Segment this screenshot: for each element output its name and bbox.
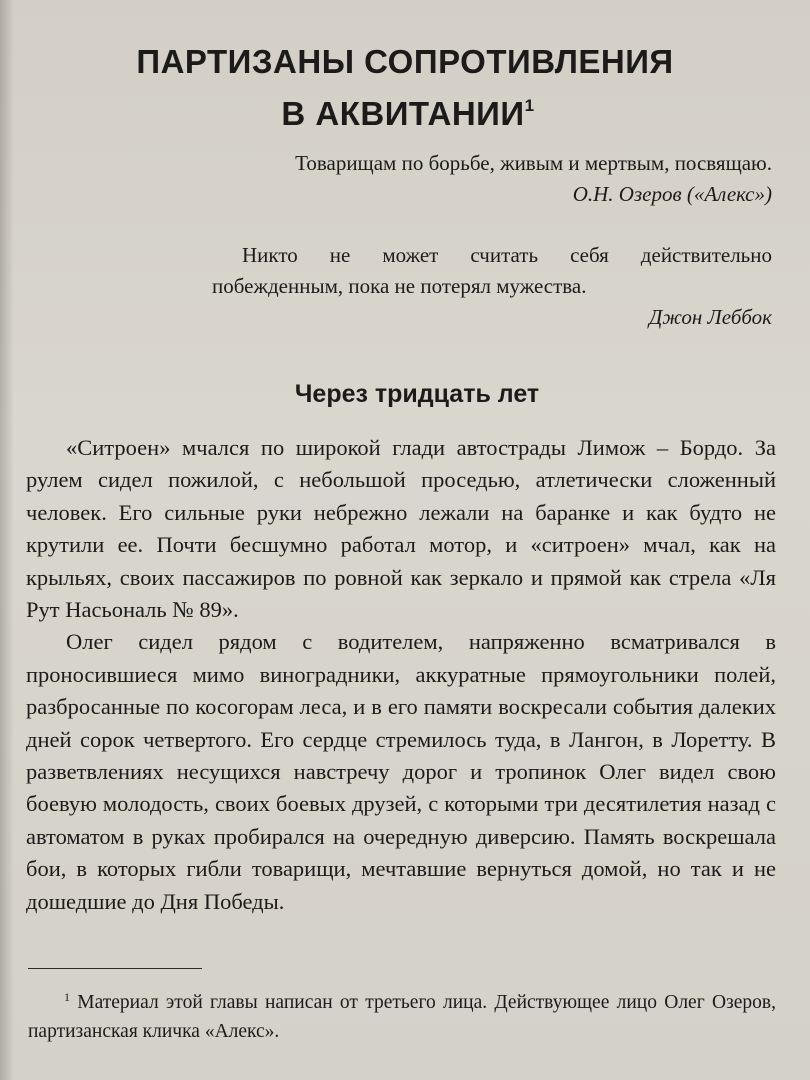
footnote-text: Материал этой главы написан от третьего лица. Действующее лицо Олег Озеров, партизанская кличка «Алекс». [28, 992, 776, 1042]
title-line-2 [0, 84, 810, 136]
title-line-2-text: В АКВИТАНИИ [281, 95, 525, 132]
body-text [26, 432, 776, 918]
page-title [0, 40, 810, 136]
title-footnote-marker: 1 [524, 96, 535, 115]
title-line-1: ПАРТИЗАНЫ СОПРОТИВЛЕНИЯ [136, 43, 674, 80]
page-shadow [0, 0, 14, 1080]
chapter-title: Через тридцать лет [294, 380, 540, 408]
epigraph-1 [232, 148, 772, 210]
footnote [28, 983, 776, 1046]
epigraph-2-text: Никто не может считать себя действительно побежденным, пока не потерял мужества. [212, 243, 772, 298]
epigraph-2-author: Джон Леббок [649, 305, 772, 329]
footnote-divider [28, 968, 202, 969]
footnote-marker: 1 [64, 990, 70, 1004]
epigraph-1-text: Товарищам по борьбе, живым и мертвым, посвящаю. [295, 151, 772, 175]
paragraph-1: «Ситроен» мчался по широкой глади автострады Лимож – Бордо. За рулем сидел пожилой, с небольшой проседью, атлетически сложенный человек. Его сильные руки небрежно лежали на баранке и как будто не крутили ее. Почти бесшумно работал мотор, и «ситроен» мчал, как на крыльях, своих пассажиров по ровной как зеркало и прямой как стрела «Ля Рут Насьональ № 89». [26, 435, 776, 623]
epigraph-2 [212, 240, 772, 333]
epigraph-1-author: О.Н. Озеров («Алекс») [572, 182, 772, 206]
paragraph-2: Олег сидел рядом с водителем, напряженно всматривался в проносившиеся мимо виноградники, аккуратные прямоугольники полей, разбросанные по косогорам леса, и в его памяти воскресали события далеких дней сорок четвертого. Его сердце стремилось туда, в Лангон, в Лоретту. В разветвлениях несущихся навстречу дорог и тропинок Олег видел свою боевую молодость, своих боевых друзей, с которыми три десятилетия назад с автоматом в руках пробирался на очередную диверсию. Память воскрешала бои, в которых гибли товарищи, мечтавшие вернуться домой, но так и не дошедшие до Дня Победы. [26, 629, 776, 914]
